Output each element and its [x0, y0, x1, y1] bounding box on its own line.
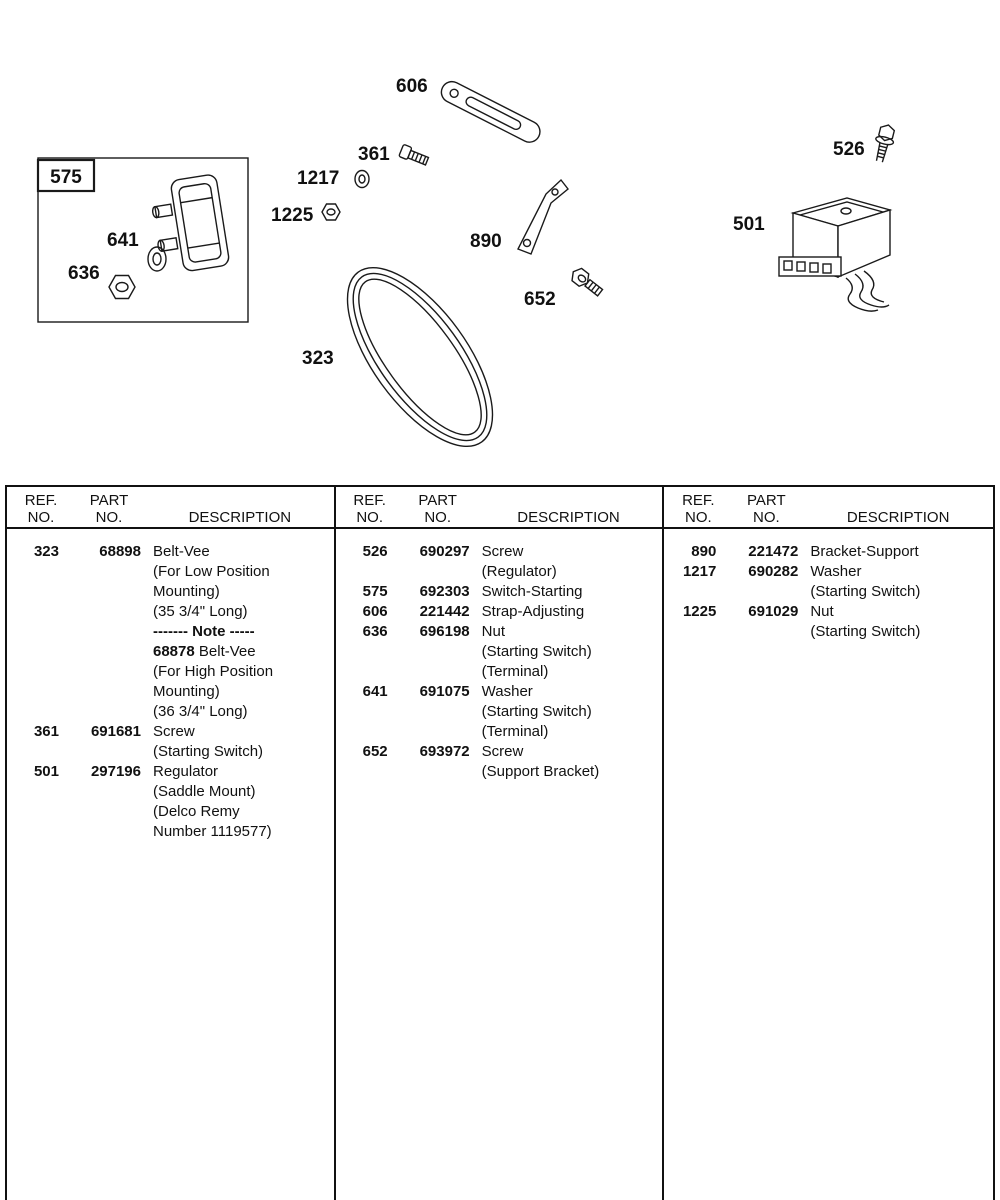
screw-526-drawing [871, 123, 898, 164]
description-line: (Regulator) [481, 563, 557, 580]
ref-no: 1217 [682, 563, 717, 580]
description [482, 542, 663, 582]
description [810, 542, 993, 562]
description [482, 582, 663, 602]
ref-no: 652 [362, 743, 388, 760]
table-row [7, 542, 334, 722]
table-row [336, 742, 663, 782]
description-line: (Terminal) [481, 663, 549, 680]
part-no: 297196 [90, 763, 141, 780]
washer-641-drawing [148, 247, 166, 271]
description-header: DESCRIPTION [517, 509, 620, 526]
description-line: Bracket-Support [810, 543, 919, 560]
ref-header-line2: NO. [356, 509, 383, 526]
description-line: Strap-Adjusting [481, 603, 585, 620]
regulator-drawing [779, 198, 890, 311]
description-line: ------- Note ----- [153, 623, 255, 640]
column-header [7, 487, 334, 529]
description [153, 542, 334, 722]
description-header: DESCRIPTION [846, 509, 950, 526]
column-body [336, 529, 663, 782]
description-line: Mounting) [153, 683, 220, 700]
ref-header-line2: NO. [684, 509, 712, 526]
part-no: 692303 [419, 583, 470, 600]
ref-no: 323 [33, 543, 59, 560]
nut-636-drawing [109, 276, 135, 299]
table-row [336, 542, 663, 582]
table-row [664, 542, 993, 562]
part-label-361: 361 [358, 144, 390, 165]
description [810, 562, 993, 602]
diagram-labels [50, 76, 865, 369]
part-no: 68898 [99, 543, 141, 560]
part-no: 691681 [90, 723, 141, 740]
part-no: 691029 [748, 603, 799, 620]
part-no-header [77, 492, 141, 526]
part-label-636: 636 [68, 263, 100, 284]
description-line: (Terminal) [481, 723, 549, 740]
part-no-header [406, 492, 470, 526]
parts-table [5, 485, 995, 1200]
description-line: (Starting Switch) [481, 703, 592, 720]
description-line: (For Low Position [153, 563, 270, 580]
description-line: (Starting Switch) [153, 743, 264, 760]
ref-no: 361 [33, 723, 59, 740]
part-header-line2: NO. [752, 509, 780, 526]
part-label-1225: 1225 [271, 205, 314, 226]
ref-no-header [346, 492, 394, 526]
washer-1217-drawing [355, 171, 369, 188]
part-header-line2: NO. [95, 509, 123, 526]
description [482, 602, 663, 622]
part-label-1217: 1217 [297, 168, 340, 189]
table-row [336, 582, 663, 602]
description-header: DESCRIPTION [188, 509, 292, 526]
description-line: Screw [153, 723, 195, 740]
part-label-606: 606 [396, 76, 428, 97]
part-no: 691075 [419, 683, 470, 700]
ref-no-header [17, 492, 65, 526]
description [153, 762, 334, 842]
description-line: (For High Position [153, 663, 274, 680]
ref-header-line1: REF. [682, 492, 715, 509]
table-row [664, 562, 993, 602]
description-line: (Starting Switch) [481, 643, 592, 660]
description-line: Number 1119577) [153, 823, 272, 840]
column-header [336, 487, 663, 529]
part-label-323: 323 [302, 348, 334, 369]
ref-no: 890 [691, 543, 717, 560]
screw-361-drawing [399, 144, 430, 167]
parts-column [664, 487, 993, 1200]
ref-no: 501 [33, 763, 59, 780]
part-label-890: 890 [470, 231, 502, 252]
part-no: 221442 [419, 603, 470, 620]
part-label-575: 575 [50, 167, 82, 188]
column-header [664, 487, 993, 529]
description-line: (Starting Switch) [810, 623, 921, 640]
part-no: 221472 [748, 543, 799, 560]
v-belt-drawing [320, 244, 519, 469]
ref-no: 636 [362, 623, 388, 640]
table-row [336, 602, 663, 622]
parts-column [7, 487, 336, 1200]
part-header-line1: PART [418, 492, 457, 509]
part-no: 693972 [419, 743, 470, 760]
ref-no: 1225 [682, 603, 717, 620]
part-no-header [734, 492, 798, 526]
ref-no: 526 [362, 543, 388, 560]
description-line: 68878 Belt-Vee [153, 643, 256, 660]
description-line: (Delco Remy [153, 803, 240, 820]
ref-no: 575 [362, 583, 388, 600]
ref-header-line2: NO. [27, 509, 55, 526]
ref-no: 641 [362, 683, 388, 700]
table-row [336, 682, 663, 742]
bracket-drawing [518, 180, 568, 254]
part-header-line1: PART [89, 492, 129, 509]
description-line: (35 3/4" Long) [153, 603, 248, 620]
description [810, 602, 993, 642]
screw-652-drawing [568, 266, 604, 299]
description-line: Screw [481, 543, 524, 560]
description-line: Screw [481, 743, 524, 760]
part-header-line1: PART [747, 492, 786, 509]
description [482, 622, 663, 682]
description-line: Nut [810, 603, 834, 620]
description [482, 742, 663, 782]
description-line: Washer [481, 683, 533, 700]
table-row [7, 722, 334, 762]
parts-column [336, 487, 665, 1200]
column-body [7, 529, 334, 842]
description-line: Washer [810, 563, 862, 580]
description-line: (36 3/4" Long) [153, 703, 248, 720]
table-row [336, 622, 663, 682]
description-line: (Saddle Mount) [153, 783, 256, 800]
description [482, 682, 663, 742]
part-label-652: 652 [524, 289, 556, 310]
description-line: (Support Bracket) [481, 763, 600, 780]
part-no: 690282 [748, 563, 799, 580]
part-label-526: 526 [833, 139, 865, 160]
description [153, 722, 334, 762]
description-line: Mounting) [153, 583, 220, 600]
part-no: 696198 [419, 623, 470, 640]
column-body [664, 529, 993, 642]
description-line: Switch-Starting [481, 583, 583, 600]
part-label-641: 641 [107, 230, 139, 251]
ref-header-line1: REF. [24, 492, 58, 509]
description-line: Regulator [153, 763, 219, 780]
parts-diagram [0, 0, 1000, 485]
ref-no: 606 [362, 603, 388, 620]
table-row [664, 602, 993, 642]
strap-drawing [438, 78, 544, 146]
description-line: Nut [481, 623, 505, 640]
part-label-501: 501 [733, 214, 765, 235]
description-line: Belt-Vee [153, 543, 210, 560]
nut-1225-drawing [322, 204, 340, 220]
part-header-line2: NO. [424, 509, 451, 526]
description-line: (Starting Switch) [810, 583, 921, 600]
table-row [7, 762, 334, 842]
part-no: 690297 [419, 543, 470, 560]
ref-no-header [674, 492, 722, 526]
ref-header-line1: REF. [353, 492, 386, 509]
